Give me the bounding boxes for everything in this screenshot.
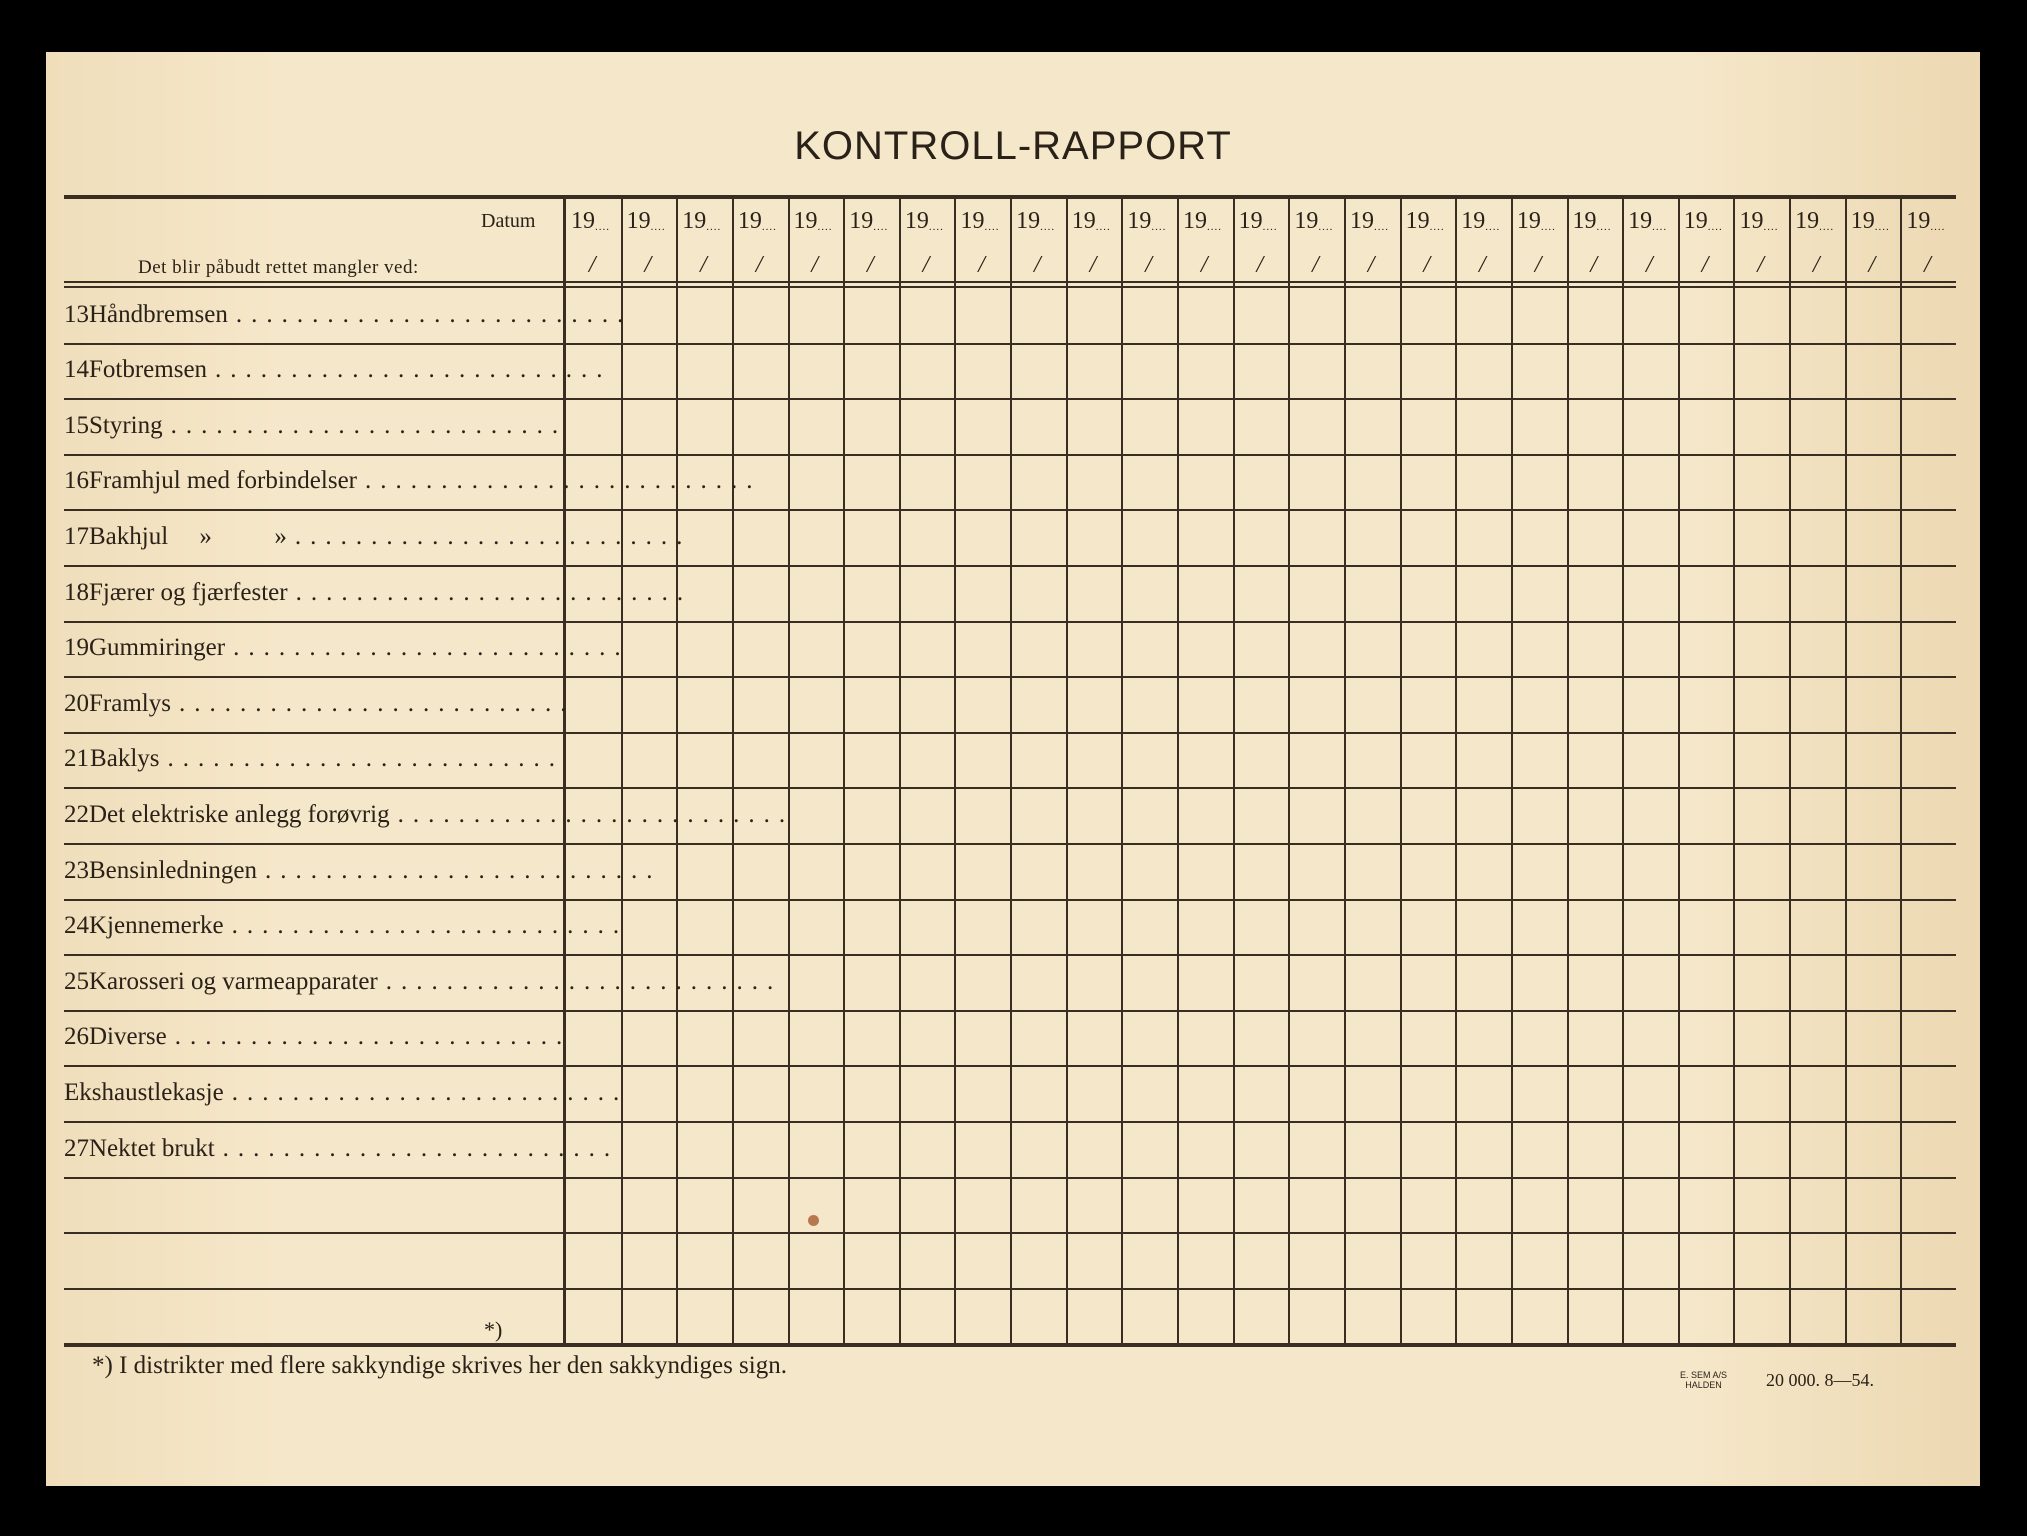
year-prefix: 19 <box>1850 208 1875 234</box>
item-number: 26 <box>64 1023 89 1051</box>
date-separator: / <box>922 252 930 278</box>
item-number: 21 <box>64 745 89 773</box>
item-number: 15 <box>64 411 89 439</box>
item-label: Framhjul med forbindelser <box>89 467 357 495</box>
date-separator: / <box>1479 252 1486 278</box>
date-column-rule <box>1900 195 1902 1343</box>
year-prefix: 19 <box>1628 208 1653 234</box>
date-separator: / <box>755 252 763 278</box>
item-label: Gummiringer <box>89 634 226 662</box>
item-label: Det elektriske anlegg forøvrig <box>89 800 390 828</box>
item-number: 16 <box>64 467 89 495</box>
date-column-rule <box>676 195 678 1343</box>
item-label: Styring <box>89 411 163 439</box>
printer-city: HALDEN <box>1685 1380 1722 1390</box>
year-blank: .... <box>1540 221 1556 233</box>
year-field <box>1739 208 1794 235</box>
item-number: 17 <box>64 522 89 550</box>
year-blank: .... <box>1819 221 1835 233</box>
year-blank: .... <box>1874 221 1890 233</box>
year-field <box>738 208 793 235</box>
form-title: KONTROLL-RAPPORT <box>794 124 1232 168</box>
year-field <box>1851 208 1906 235</box>
date-column-rule <box>1733 195 1735 1343</box>
date-separator: / <box>1423 252 1431 278</box>
date-column-rule <box>1845 195 1847 1343</box>
date-column-rule <box>1567 195 1569 1343</box>
item-row <box>64 1065 629 1120</box>
year-field <box>1072 208 1127 235</box>
item-label: Bakhjul » » <box>89 522 287 550</box>
leader-dots: .......................... <box>215 356 612 384</box>
item-number: 23 <box>64 856 89 884</box>
leader-dots: .......................... <box>233 634 630 662</box>
year-blank: .... <box>984 221 1000 233</box>
date-separator: / <box>1256 252 1264 278</box>
date-separator: / <box>867 252 874 278</box>
year-blank: .... <box>928 221 944 233</box>
year-blank: .... <box>1262 221 1278 233</box>
date-column-rule <box>843 195 845 1343</box>
date-separator: / <box>1924 252 1931 278</box>
item-row <box>64 1010 572 1065</box>
year-blank: .... <box>1763 221 1779 233</box>
leader-dots: .......................... <box>231 912 629 940</box>
leader-dots: .......................... <box>385 967 783 995</box>
item-row <box>64 287 633 342</box>
printer-name: E. SEM A/S <box>1680 1370 1728 1380</box>
year-prefix: 19 <box>1071 208 1096 234</box>
year-prefix: 19 <box>793 208 818 234</box>
item-row <box>64 454 762 509</box>
year-blank: .... <box>1207 221 1223 233</box>
year-prefix: 19 <box>1183 208 1208 234</box>
year-field <box>1517 208 1572 235</box>
date-column-rule <box>1233 195 1235 1343</box>
year-blank: .... <box>1596 221 1612 233</box>
date-column-rule <box>899 195 901 1343</box>
datum-label: Datum <box>481 210 536 232</box>
leader-dots: .......................... <box>222 1134 620 1162</box>
item-number: 24 <box>64 912 89 940</box>
year-field <box>960 208 1015 235</box>
date-separator: / <box>588 252 596 278</box>
leader-dots: .......................... <box>167 745 564 773</box>
leader-dots: .......................... <box>174 1023 572 1051</box>
item-number: 27 <box>64 1134 89 1162</box>
year-field <box>1795 208 1850 235</box>
date-column-rule <box>732 195 734 1343</box>
year-prefix: 19 <box>626 208 651 234</box>
year-prefix: 19 <box>904 208 929 234</box>
date-column-rule <box>788 195 790 1343</box>
year-field <box>1461 208 1516 235</box>
year-field <box>794 208 849 235</box>
year-blank: .... <box>1652 221 1668 233</box>
date-column-rule <box>1010 195 1012 1343</box>
year-prefix: 19 <box>1516 208 1541 234</box>
year-prefix: 19 <box>1795 208 1820 234</box>
leader-dots: .......................... <box>170 411 568 439</box>
item-row <box>64 843 662 898</box>
item-label: Diverse <box>89 1023 167 1051</box>
year-field <box>1183 208 1238 235</box>
year-blank: .... <box>595 221 610 233</box>
date-separator: / <box>978 252 985 278</box>
leader-dots: .......................... <box>235 300 633 328</box>
printer-mark <box>1680 1370 1727 1390</box>
date-column-rule <box>1288 195 1290 1343</box>
item-row <box>64 343 612 398</box>
subheading: Det blir påbudt rettet mangler ved: <box>138 257 419 278</box>
item-row <box>64 565 693 620</box>
year-blank: .... <box>1095 221 1111 233</box>
date-column-rule <box>1789 195 1791 1343</box>
date-separator: / <box>1367 252 1375 278</box>
item-label: Framlys <box>89 689 171 717</box>
item-number: 18 <box>64 578 89 606</box>
leader-dots: .......................... <box>365 467 762 495</box>
date-column-rule <box>1678 195 1680 1343</box>
year-blank: .... <box>650 221 666 233</box>
date-column-rule <box>1400 195 1402 1343</box>
date-column-rule <box>621 195 623 1343</box>
year-blank: .... <box>706 221 722 233</box>
date-column-rule <box>1344 195 1346 1343</box>
leader-dots: .......................... <box>294 522 692 550</box>
print-info: 20 000. 8—54. <box>1766 1370 1874 1390</box>
year-prefix: 19 <box>1739 208 1764 234</box>
date-column-rule <box>1177 195 1179 1343</box>
item-number: 22 <box>64 800 89 828</box>
footnote: *) I distrikter med flere sakkyndige skrives her den sakkyndiges sign. <box>92 1352 787 1379</box>
item-row <box>64 621 630 676</box>
item-number: 25 <box>64 967 89 995</box>
item-row <box>64 899 629 954</box>
year-prefix: 19 <box>1238 208 1263 234</box>
leader-dots: .......................... <box>265 856 662 884</box>
year-prefix: 19 <box>1349 208 1374 234</box>
year-prefix: 19 <box>1572 208 1597 234</box>
date-separator: / <box>1534 252 1542 278</box>
year-prefix: 19 <box>1461 208 1486 234</box>
year-prefix: 19 <box>571 208 595 234</box>
year-field <box>1294 208 1349 235</box>
date-column-rule <box>1511 195 1513 1343</box>
date-separator: / <box>811 252 819 278</box>
year-blank: .... <box>1373 221 1389 233</box>
year-blank: .... <box>1151 221 1167 233</box>
year-prefix: 19 <box>1906 208 1931 234</box>
date-separator: / <box>1590 252 1597 278</box>
year-field <box>1684 208 1739 235</box>
year-prefix: 19 <box>1294 208 1319 234</box>
date-separator: / <box>700 252 707 278</box>
year-field <box>1628 208 1683 235</box>
ink-spot <box>808 1215 819 1226</box>
date-separator: / <box>1812 252 1820 278</box>
item-label: Baklys <box>90 745 160 773</box>
year-blank: .... <box>1707 221 1723 233</box>
item-number: 20 <box>64 689 89 717</box>
grid-bottom-rule <box>64 1343 1956 1347</box>
date-separator: / <box>1757 252 1764 278</box>
year-blank: .... <box>1318 221 1334 233</box>
year-blank: .... <box>1429 221 1445 233</box>
year-prefix: 19 <box>1405 208 1430 234</box>
leader-dots: .......................... <box>231 1078 629 1106</box>
date-separator: / <box>1200 252 1208 278</box>
year-prefix: 19 <box>960 208 985 234</box>
year-field <box>1239 208 1294 235</box>
year-field <box>1016 208 1071 235</box>
item-row <box>64 509 692 564</box>
item-label: Fotbremsen <box>89 356 208 384</box>
item-label: Karosseri og varmeapparater <box>89 967 378 995</box>
year-blank: .... <box>761 221 777 233</box>
year-field <box>1127 208 1182 235</box>
item-row <box>64 676 576 731</box>
item-row <box>64 954 783 1009</box>
item-number: 14 <box>64 356 89 384</box>
year-field <box>1406 208 1461 235</box>
year-field <box>1906 208 1961 235</box>
date-separator: / <box>1701 252 1709 278</box>
date-separator: / <box>1868 252 1876 278</box>
year-prefix: 19 <box>737 208 762 234</box>
item-label: Nektet brukt <box>89 1134 215 1162</box>
date-column-rule <box>1066 195 1068 1343</box>
year-field <box>1573 208 1628 235</box>
date-separator: / <box>1145 252 1152 278</box>
year-prefix: 19 <box>1683 208 1708 234</box>
item-label: Kjennemerke <box>89 912 224 940</box>
date-separator: / <box>1033 252 1041 278</box>
leader-dots: .......................... <box>295 578 693 606</box>
year-field <box>571 208 626 235</box>
item-label: Håndbremsen <box>89 300 228 328</box>
item-label: Bensinledningen <box>89 856 258 884</box>
date-separator: / <box>1312 252 1319 278</box>
item-number: 13 <box>64 300 89 328</box>
item-row <box>64 732 564 787</box>
year-blank: .... <box>1040 221 1056 233</box>
date-column-rule <box>1622 195 1624 1343</box>
leader-dots: .......................... <box>178 689 576 717</box>
leader-dots: .......................... <box>397 800 795 828</box>
year-field <box>1350 208 1405 235</box>
year-blank: .... <box>1930 221 1946 233</box>
item-number: 19 <box>64 634 89 662</box>
item-label: Ekshaustlekasje <box>64 1078 224 1106</box>
date-separator: / <box>644 252 652 278</box>
item-label: Fjærer og fjærfester <box>89 578 288 606</box>
year-field <box>849 208 904 235</box>
year-field <box>682 208 737 235</box>
item-row <box>64 787 795 842</box>
date-column-rule <box>954 195 956 1343</box>
year-blank: .... <box>817 221 833 233</box>
year-prefix: 19 <box>849 208 874 234</box>
year-prefix: 19 <box>682 208 707 234</box>
item-row <box>64 1121 620 1176</box>
date-column-rule <box>1455 195 1457 1343</box>
year-field <box>627 208 682 235</box>
form-sheet <box>46 52 1980 1486</box>
year-prefix: 19 <box>1016 208 1041 234</box>
year-blank: .... <box>873 221 889 233</box>
signature-marker: *) <box>484 1317 503 1342</box>
date-separator: / <box>1645 252 1653 278</box>
year-field <box>905 208 960 235</box>
date-column-rule <box>1121 195 1123 1343</box>
year-blank: .... <box>1485 221 1501 233</box>
year-prefix: 19 <box>1127 208 1152 234</box>
item-row <box>64 398 568 453</box>
date-separator: / <box>1089 252 1097 278</box>
